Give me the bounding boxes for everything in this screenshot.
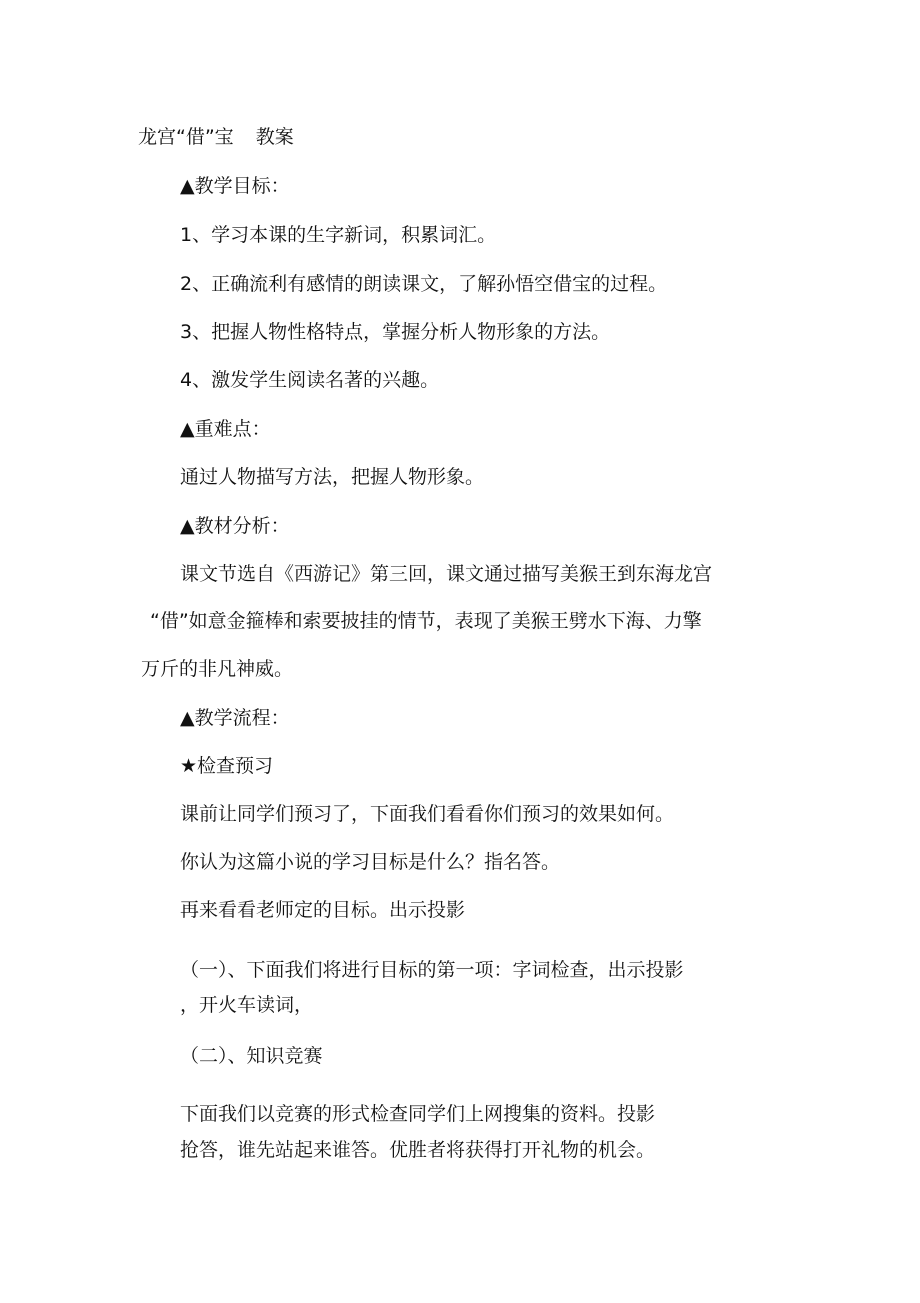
step2-heading: （二）、知识竞赛	[180, 1045, 323, 1067]
process-heading: ▲教学流程：	[180, 707, 290, 729]
doc-title	[138, 128, 294, 147]
analysis-line-3: 万斤的非凡神威。	[141, 658, 294, 680]
goal-3: 3、把握人物性格特点，掌握分析人物形象的方法。	[180, 321, 611, 343]
check-line-2: 你认为这篇小说的学习目标是什么？指名答。	[180, 851, 561, 873]
goal-4: 4、激发学生阅读名著的兴趣。	[180, 369, 440, 391]
goal-1: 1、学习本课的生字新词，积累词汇。	[180, 224, 497, 246]
key-text: 通过人物描写方法，把握人物形象。	[180, 466, 485, 488]
goal-2: 2、正确流利有感情的朗读课文，了解孙悟空借宝的过程。	[180, 273, 668, 295]
step1-line-1: （一）、下面我们将进行目标的第一项：字词检查，出示投影	[180, 959, 684, 981]
check-line-3: 再来看看老师定的目标。出示投影	[180, 899, 466, 921]
check-heading: ★检查预习	[180, 755, 274, 777]
analysis-heading: ▲教材分析：	[180, 515, 290, 537]
step2-line-2: 抢答，谁先站起来谁答。优胜者将获得打开礼物的机会。	[180, 1139, 656, 1161]
check-line-1: 课前让同学们预习了，下面我们看看你们预习的效果如何。	[180, 803, 675, 825]
analysis-line-1: 课文节选自《西游记》第三回，课文通过描写美猴王到东海龙宫	[180, 563, 713, 585]
step1-line-2: ，开火车读词，	[180, 994, 314, 1016]
title-main: 龙宫“借”宝	[138, 126, 234, 148]
analysis-line-2: “借”如意金箍棒和索要披挂的情节，表现了美猴王劈水下海、力擎	[150, 610, 702, 632]
step2-line-1: 下面我们以竞赛的形式检查同学们上网搜集的资料。投影	[180, 1103, 656, 1125]
goals-heading: ▲教学目标：	[180, 175, 290, 197]
key-heading: ▲重难点：	[180, 418, 271, 440]
title-sub: 教案	[255, 126, 294, 148]
